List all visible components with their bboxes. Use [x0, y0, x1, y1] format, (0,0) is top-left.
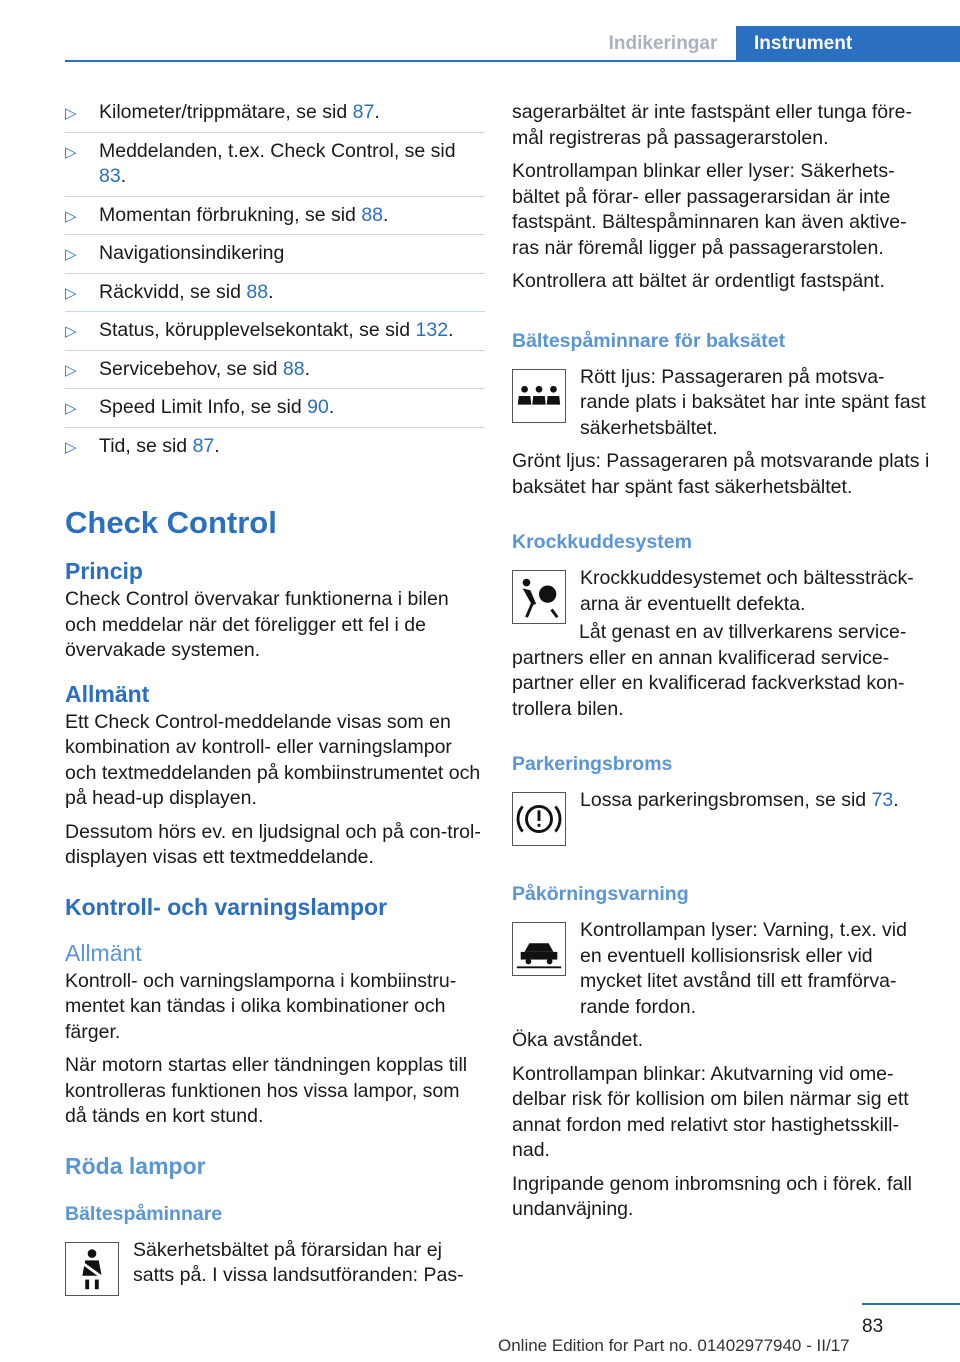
triangle-right-icon: ▷	[65, 438, 77, 456]
tab-instrument[interactable]: Instrument	[736, 26, 960, 62]
airbag-entry	[512, 566, 932, 624]
page-link[interactable]: 88	[282, 357, 305, 380]
list-item: ▷ Tid, se sid 87.	[65, 434, 485, 466]
triangle-right-icon: ▷	[65, 284, 77, 302]
list-item: ▷ Status, körupplevelsekontakt, se sid 132.	[65, 318, 485, 351]
collision-warning-icon	[512, 922, 566, 976]
footer-divider	[862, 1303, 960, 1305]
rear-seatbelt-entry	[512, 365, 932, 442]
baksatet-text: Rött ljus: Passageraren på motsva‐rande plats i baksätet har inte spänt fast säkerhetsbältet.	[580, 365, 926, 439]
pak-text: Kontrollampan lyser: Varning, t.ex. vid en eventuell kollisionsrisk eller vid mycket litet avstånd till ett framförva‐rande fordon.	[580, 919, 907, 1018]
page-link[interactable]: 87	[352, 101, 375, 123]
display-list	[65, 100, 485, 465]
triangle-right-icon: ▷	[65, 143, 77, 161]
parking-brake-icon	[512, 792, 566, 846]
page-link[interactable]: 83	[99, 165, 121, 187]
princip-text: Check Control övervakar funktionerna i bilen och meddelar när det föreligger ett fel i de övervakade systemen.	[65, 588, 449, 661]
triangle-right-icon: ▷	[65, 323, 77, 340]
page-link[interactable]: 90	[307, 396, 329, 418]
header-divider	[65, 60, 960, 62]
kontroll-heading: Kontroll- och varningslampor	[65, 893, 388, 920]
allmant2-text-1: Kontroll- och varningslamporna i kombiinstru‐mentet kan tändas i olika kombinationer och färger.	[65, 969, 457, 1043]
left-column	[65, 100, 485, 1296]
triangle-right-icon: ▷	[65, 207, 77, 225]
parking-brake-entry	[512, 788, 932, 846]
allmant-heading: Allmänt	[65, 680, 150, 707]
list-item: ▷ Räckvidd, se sid 88.	[65, 280, 485, 313]
collision-entry	[512, 918, 932, 1020]
triangle-right-icon: ▷	[65, 246, 77, 263]
right-text-2: Kontrollampan blinkar eller lyser: Säkerhets‐bältet på förar- eller passagerarsidan är inte fastspänt. Bältespåminnaren kan även aktive‐ras när föremål ligger på passagerarstolen.	[512, 160, 907, 259]
baltes-text: Säkerhetsbältet på förarsidan har ej satts på. I vissa landsutföranden: Pas‐	[133, 1238, 464, 1286]
roda-heading: Röda lampor	[65, 1152, 206, 1179]
allmant2-text-2: När motorn startas eller tändningen kopplas till kontrolleras funktionen hos vissa lampor, som då tänds en kort stund.	[65, 1054, 468, 1127]
triangle-right-icon: ▷	[65, 361, 77, 379]
pak-text-4: Ingripande genom inbromsning och i förek. fall undanväjning.	[512, 1172, 912, 1220]
page-link[interactable]: 132	[415, 319, 449, 341]
park-text: Lossa parkeringsbromsen, se sid 73.	[580, 789, 899, 811]
princip-heading: Princip	[65, 558, 143, 584]
page-number: 83	[862, 1316, 884, 1337]
list-item: ▷ Navigationsindikering	[65, 241, 485, 274]
baksatet-text-2: Grönt ljus: Passageraren på motsvarande plats i baksätet har spänt fast säkerhetsbältet.	[512, 450, 930, 498]
seatbelt-icon	[65, 1242, 119, 1296]
krock-text-2: Låt genast en av tillverkarens service‐partners eller en annan kvalificerad service‐partner eller en kvalificerad fackverkstad kon‐trollera bilen.	[512, 621, 907, 720]
list-item: ▷ Speed Limit Info, se sid 90.	[65, 395, 485, 428]
edition-note: Online Edition for Part no. 01402977940 - II/17	[498, 1336, 850, 1355]
allmant-text-1: Ett Check Control-meddelande visas som en kombination av kontroll- eller varningslampor och textmeddelanden på kombiinstrumentet och på head-up displayen.	[65, 710, 481, 809]
krock-text: Krockkuddesystemet och bältessträck‐arna är eventuellt defekta.	[580, 567, 914, 615]
seatbelt-entry	[65, 1238, 485, 1296]
krock-heading: Krockkuddesystem	[512, 531, 692, 553]
baltes-heading: Bältespåminnare	[65, 1202, 223, 1225]
park-heading: Parkeringsbroms	[512, 753, 673, 775]
rear-seatbelt-icon	[512, 369, 566, 423]
right-text-3: Kontrollera att bältet är ordentligt fastspänt.	[512, 270, 885, 292]
triangle-right-icon: ▷	[65, 105, 77, 122]
list-item: ▷ Servicebehov, se sid 88.	[65, 357, 485, 390]
section-title: Check Control	[65, 505, 277, 540]
baksatet-heading: Bältespåminnare för baksätet	[512, 329, 786, 352]
right-column	[512, 100, 932, 1231]
tab-indikeringar[interactable]: Indikeringar	[608, 33, 718, 54]
page-link[interactable]: 88	[246, 280, 269, 303]
list-item: ▷ Kilometer/trippmätare, se sid 87.	[65, 100, 485, 133]
list-item: ▷ Momentan förbrukning, se sid 88.	[65, 203, 485, 236]
list-item: ▷ Meddelanden, t.ex. Check Control, se sid 83.	[65, 139, 485, 197]
allmant2-heading: Allmänt	[65, 939, 142, 966]
pak-text-3: Kontrollampan blinkar: Akutvarning vid ome‐delbar risk för kollision om bilen närmar sig ett annat fordon med relativt stor hastighetsskill‐nad.	[512, 1062, 909, 1161]
page-link[interactable]: 73	[871, 789, 894, 811]
allmant-text-2: Dessutom hörs ev. en ljudsignal och på con‐trol-displayen visas ett textmeddelande.	[65, 820, 481, 868]
page-link[interactable]: 87	[192, 434, 215, 457]
right-text-1: sagerarbältet är inte fastspänt eller tunga före‐mål registreras på passagerarstolen.	[512, 101, 912, 149]
airbag-icon	[512, 570, 566, 624]
pak-text-2: Öka avståndet.	[512, 1029, 644, 1051]
pak-heading: Påkörningsvarning	[512, 883, 689, 905]
page-link[interactable]: 88	[361, 203, 384, 226]
triangle-right-icon: ▷	[65, 400, 77, 417]
